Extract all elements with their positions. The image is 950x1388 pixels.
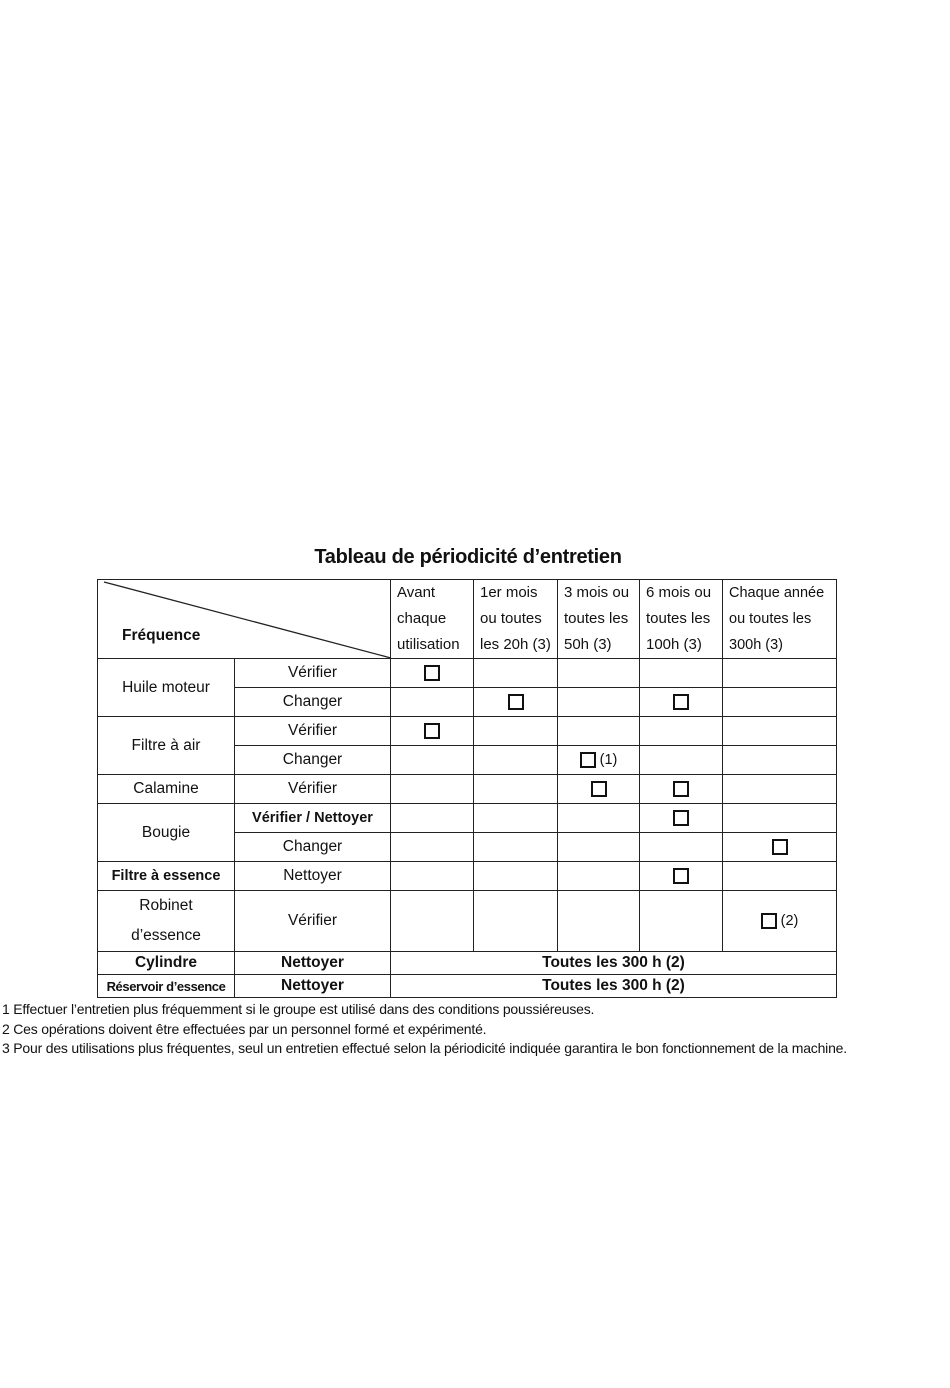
table-row xyxy=(98,775,837,804)
schedule-cell xyxy=(391,775,474,804)
component-cell: Réservoir d’essence xyxy=(98,975,235,998)
frequency-span-cell: Toutes les 300 h (2) xyxy=(391,952,837,975)
checkbox-icon xyxy=(424,665,440,681)
frequency-header-line: 6 mois ou xyxy=(646,584,712,601)
frequency-header-line: 1er mois xyxy=(480,584,538,601)
action-cell: Vérifier xyxy=(235,775,391,804)
frequency-header-line: ou toutes xyxy=(480,610,542,627)
schedule-cell xyxy=(558,717,640,746)
component-cell: Cylindre xyxy=(98,952,235,975)
schedule-cell xyxy=(640,688,723,717)
span-row xyxy=(98,952,837,975)
maintenance-table-container xyxy=(97,579,836,994)
frequency-header-line: les 20h (3) xyxy=(480,636,551,653)
diagonal-divider xyxy=(98,580,391,658)
frequency-header-line: 300h (3) xyxy=(729,637,784,653)
frequency-header-line: 100h (3) xyxy=(646,636,702,653)
header-row xyxy=(98,580,837,659)
table-body xyxy=(98,580,837,998)
component-cell: Robinet d’essence xyxy=(98,891,235,952)
schedule-cell xyxy=(640,891,723,952)
frequency-header-line: chaque xyxy=(397,610,447,627)
footnotes xyxy=(2,1000,937,1059)
schedule-cell xyxy=(558,833,640,862)
schedule-cell xyxy=(723,862,837,891)
table-row xyxy=(98,659,837,688)
maintenance-schedule-table xyxy=(97,579,837,998)
schedule-cell xyxy=(391,891,474,952)
schedule-cell xyxy=(474,688,558,717)
schedule-cell xyxy=(474,659,558,688)
frequency-header-line: Chaque année xyxy=(729,585,825,601)
action-cell: Nettoyer xyxy=(235,952,391,975)
schedule-cell xyxy=(391,717,474,746)
action-cell: Vérifier xyxy=(235,659,391,688)
schedule-cell xyxy=(558,862,640,891)
checkbox-icon xyxy=(772,839,788,855)
schedule-cell xyxy=(723,688,837,717)
schedule-cell xyxy=(640,862,723,891)
span-row xyxy=(98,975,837,998)
checkbox-icon xyxy=(761,913,777,929)
schedule-cell xyxy=(474,862,558,891)
corner-cell xyxy=(98,580,391,659)
schedule-cell xyxy=(558,775,640,804)
schedule-cell xyxy=(391,688,474,717)
frequency-header-line: utilisation xyxy=(397,636,460,653)
frequency-header xyxy=(558,580,640,659)
schedule-cell xyxy=(558,891,640,952)
schedule-cell xyxy=(723,746,837,775)
footnote-reference: (1) xyxy=(599,751,618,768)
footnote-reference: (2) xyxy=(780,912,799,929)
frequency-header-line: 50h (3) xyxy=(564,636,612,653)
action-cell: Changer xyxy=(235,833,391,862)
footnote: 3 Pour des utilisations plus fréquentes, seul un entretien effectué selon la périodicité indiquée garantira le bon fonctionnement de la machine. xyxy=(2,1040,847,1056)
schedule-cell xyxy=(723,891,837,952)
action-cell: Vérifier / Nettoyer xyxy=(235,804,391,833)
schedule-cell xyxy=(723,717,837,746)
schedule-cell xyxy=(640,746,723,775)
schedule-cell xyxy=(391,746,474,775)
checkbox-icon xyxy=(673,810,689,826)
schedule-cell xyxy=(723,804,837,833)
schedule-cell xyxy=(474,833,558,862)
frequency-header-line: toutes les xyxy=(564,610,629,627)
action-cell: Changer xyxy=(235,746,391,775)
frequency-header-line: 3 mois ou xyxy=(564,584,630,601)
schedule-cell xyxy=(474,775,558,804)
frequency-header xyxy=(640,580,723,659)
schedule-cell xyxy=(391,659,474,688)
frequency-header-line: ou toutes les xyxy=(729,611,812,627)
action-cell: Vérifier xyxy=(235,891,391,952)
frequency-header xyxy=(391,580,474,659)
schedule-cell xyxy=(640,775,723,804)
schedule-cell xyxy=(640,659,723,688)
table-row xyxy=(98,804,837,833)
schedule-cell xyxy=(558,804,640,833)
table-row xyxy=(98,891,837,952)
component-cell: Bougie xyxy=(98,804,235,862)
frequency-header xyxy=(723,580,837,659)
component-cell: Huile moteur xyxy=(98,659,235,717)
schedule-cell xyxy=(723,659,837,688)
checkbox-icon xyxy=(673,781,689,797)
action-cell: Nettoyer xyxy=(235,975,391,998)
schedule-cell xyxy=(640,717,723,746)
table-row xyxy=(98,862,837,891)
schedule-cell xyxy=(474,891,558,952)
frequency-header xyxy=(474,580,558,659)
checkbox-icon xyxy=(508,694,524,710)
schedule-cell xyxy=(474,746,558,775)
footnote: 2 Ces opérations doivent être effectuées par un personnel formé et expérimenté. xyxy=(2,1020,487,1037)
component-cell: Filtre à air xyxy=(98,717,235,775)
component-cell: Filtre à essence xyxy=(98,862,235,891)
frequency-header-line: toutes les xyxy=(646,610,711,627)
schedule-cell xyxy=(558,746,640,775)
schedule-cell xyxy=(558,659,640,688)
checkbox-icon xyxy=(591,781,607,797)
checkbox-icon xyxy=(673,694,689,710)
checkbox-icon xyxy=(424,723,440,739)
schedule-cell xyxy=(391,804,474,833)
schedule-cell xyxy=(723,775,837,804)
action-cell: Changer xyxy=(235,688,391,717)
action-cell: Nettoyer xyxy=(235,862,391,891)
frequency-header-line: Avant xyxy=(397,584,436,601)
action-cell: Vérifier xyxy=(235,717,391,746)
component-cell: Calamine xyxy=(98,775,235,804)
corner-label: Fréquence xyxy=(122,627,201,644)
schedule-cell xyxy=(640,833,723,862)
schedule-cell xyxy=(474,717,558,746)
checkbox-icon xyxy=(580,752,596,768)
schedule-cell xyxy=(558,688,640,717)
schedule-cell xyxy=(474,804,558,833)
schedule-cell xyxy=(391,833,474,862)
checkbox-icon xyxy=(673,868,689,884)
table-row xyxy=(98,717,837,746)
schedule-cell xyxy=(640,804,723,833)
frequency-span-cell: Toutes les 300 h (2) xyxy=(391,975,837,998)
page-title: Tableau de périodicité d’entretien xyxy=(314,546,622,568)
schedule-cell xyxy=(723,833,837,862)
schedule-cell xyxy=(391,862,474,891)
footnote: 1 Effectuer l’entretien plus fréquemment si le groupe est utilisé dans des conditions poussiéreuses. xyxy=(2,1001,595,1017)
